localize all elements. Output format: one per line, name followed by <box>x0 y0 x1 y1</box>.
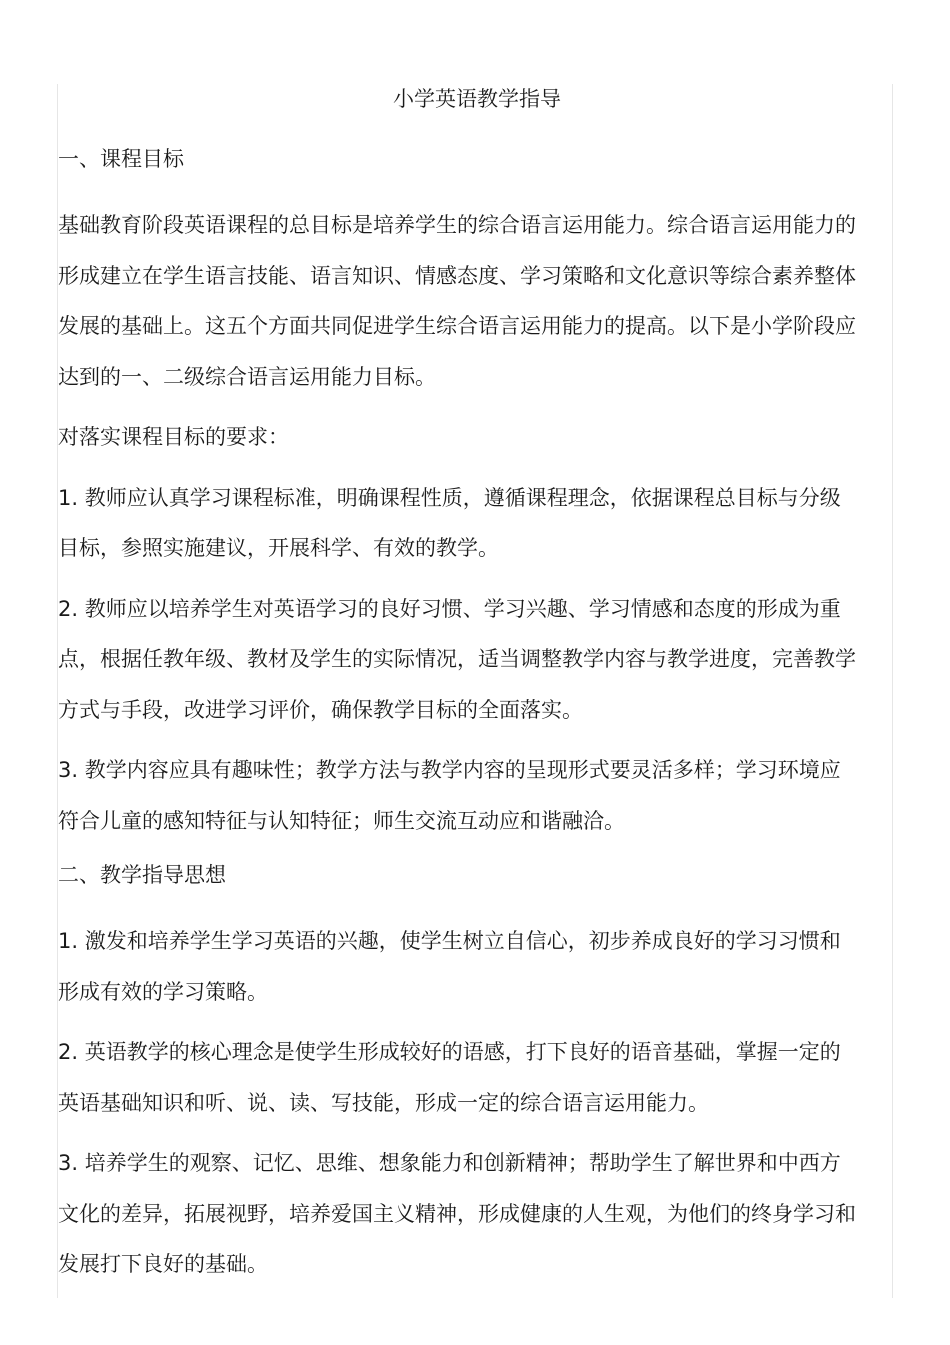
right-margin-rule <box>892 84 893 1298</box>
guideline-item-3: 3. 培养学生的观察、记忆、思维、想象能力和创新精神；帮助学生了解世界和中西方文化的差异，拓展视野，培养爱国主义精神，形成健康的人生观，为他们的终身学习和发展打下良好的基础。 <box>58 1151 856 1276</box>
requirements-label: 对落实课程目标的要求： <box>58 425 289 449</box>
section-heading-teaching-guidelines: 二、教学指导思想 <box>58 863 226 887</box>
course-goals-intro: 基础教育阶段英语课程的总目标是培养学生的综合语言运用能力。综合语言运用能力的形成建立在学生语言技能、语言知识、情感态度、学习策略和文化意识等综合素养整体发展的基础上。这五个方面共同促进学生综合语言运用能力的提高。以下是小学阶段应达到的一、二级综合语言运用能力目标。 <box>58 213 856 389</box>
requirement-item-1: 1. 教师应认真学习课程标准，明确课程性质，遵循课程理念，依据课程总目标与分级目标，参照实施建议，开展科学、有效的教学。 <box>58 485 841 560</box>
document-body <box>58 80 858 1290</box>
requirement-item-3: 3. 教学内容应具有趣味性；教学方法与教学内容的呈现形式要灵活多样；学习环境应符合儿童的感知特征与认知特征；师生交流互动应和谐融洽。 <box>58 758 841 833</box>
guideline-item-1: 1. 激发和培养学生学习英语的兴趣，使学生树立自信心，初步养成良好的学习习惯和形成有效的学习策略。 <box>58 929 841 1004</box>
document-title: 小学英语教学指导 <box>393 87 561 111</box>
guideline-item-2: 2. 英语教学的核心理念是使学生形成较好的语感，打下良好的语音基础，掌握一定的英语基础知识和听、说、读、写技能，形成一定的综合语言运用能力。 <box>58 1040 841 1115</box>
requirement-item-2: 2. 教师应以培养学生对英语学习的良好习惯、学习兴趣、学习情感和态度的形成为重点，根据任教年级、教材及学生的实际情况，适当调整教学内容与教学进度，完善教学方式与手段，改进学习评价，确保教学目标的全面落实。 <box>58 596 856 722</box>
section-heading-course-goals: 一、课程目标 <box>58 147 184 171</box>
